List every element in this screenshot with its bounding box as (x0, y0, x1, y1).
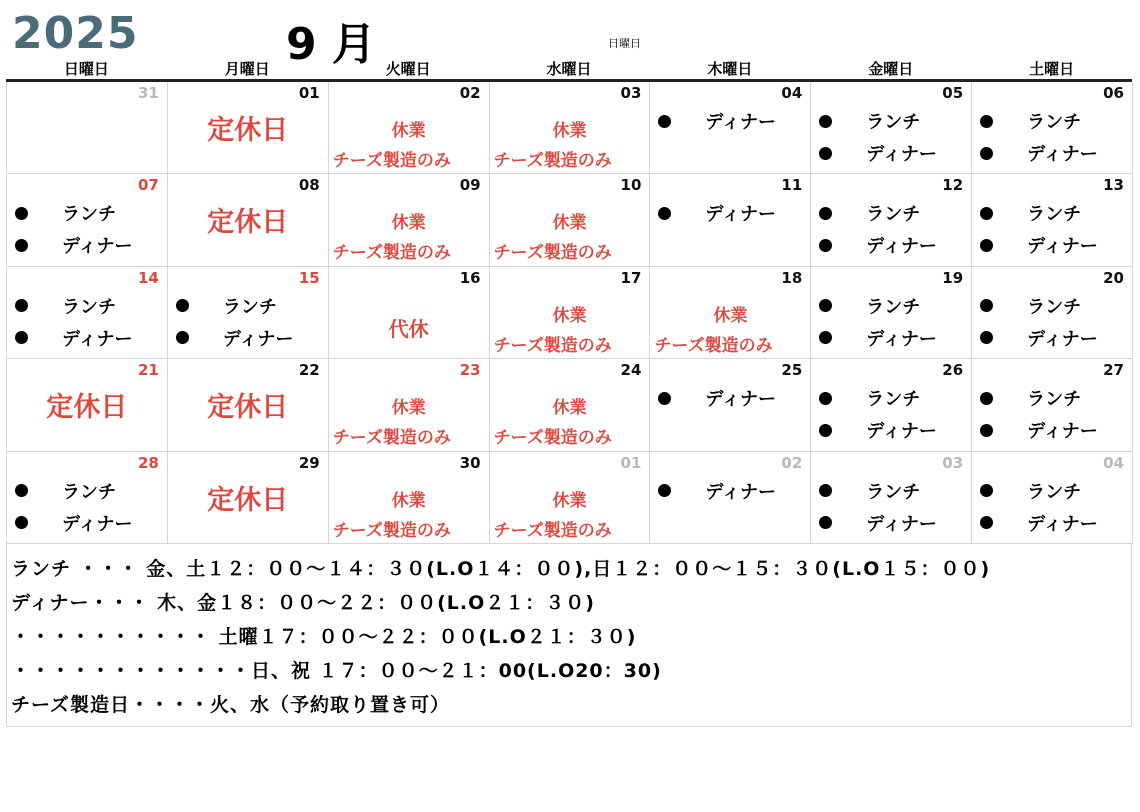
calendar-month: 9 月 (286, 19, 376, 70)
day-number: 03 (620, 84, 642, 102)
day-number: 23 (459, 361, 481, 380)
dinner-label: ディナー (62, 236, 133, 258)
day-number: 01 (620, 453, 642, 472)
day-cell (7, 267, 168, 359)
bullet-dot-icon (980, 147, 993, 160)
bullet-dot-icon (15, 207, 28, 220)
dinner-label: ディナー (705, 389, 776, 411)
weekday-saturday: 土曜日 (1029, 60, 1075, 78)
bullet-dot-icon (15, 331, 28, 344)
lunch-label: ランチ (62, 296, 116, 318)
kyugyo-label: 休業 (552, 490, 587, 511)
dinner-service-item (176, 325, 294, 351)
bullet-dot-icon (15, 239, 28, 252)
kyugyo-label: 休業 (552, 213, 587, 234)
lunch-label: ランチ (1027, 204, 1082, 226)
lunch-label: ランチ (866, 112, 921, 133)
day-cell (7, 82, 168, 174)
day-cell (972, 359, 1133, 451)
cheese-only-label: チーズ製造のみ (332, 243, 451, 264)
day-number: 21 (137, 361, 159, 380)
bullet-dot-icon (980, 115, 993, 128)
kyugyo-label: 休業 (552, 398, 587, 419)
day-cell (972, 452, 1133, 544)
lunch-service-item (15, 200, 116, 226)
dinner-label: ディナー (866, 144, 937, 165)
cheese-only-label: チーズ製造のみ (332, 520, 451, 541)
day-number: 19 (942, 268, 964, 287)
dinner-label: ディナー (705, 112, 776, 133)
kyugyo-label: 休業 (391, 398, 426, 419)
dinner-label: ディナー (1027, 236, 1098, 258)
bullet-dot-icon (980, 207, 993, 220)
dinner-label: ディナー (866, 236, 937, 258)
day-cell (7, 174, 168, 266)
dinner-label: ディナー (866, 513, 937, 535)
lunch-label: ランチ (222, 296, 277, 318)
dinner-service-item (980, 232, 1098, 258)
bullet-dot-icon (819, 115, 832, 128)
bullet-dot-icon (980, 392, 993, 405)
dinner-service-item (980, 417, 1098, 443)
lunch-service-item (980, 293, 1081, 319)
lunch-label: ランチ (866, 204, 921, 226)
day-number: 05 (942, 84, 964, 102)
day-cell (972, 82, 1133, 174)
note-dinner-hours: ディナー・・・ 木、金１８：００～２２：００(L.O２１：３０) (11, 592, 595, 614)
lunch-service-item (15, 293, 116, 319)
dinner-label: ディナー (705, 204, 776, 226)
day-number: 06 (1103, 84, 1124, 102)
dinner-label: ディナー (62, 328, 133, 350)
day-number: 04 (781, 84, 803, 102)
day-cell (7, 452, 168, 544)
kyugyo-label: 休業 (391, 490, 426, 511)
day-cell (168, 174, 329, 266)
bullet-dot-icon (819, 331, 832, 344)
day-cell (329, 82, 490, 174)
day-cell (490, 267, 651, 359)
weekday-header-row (6, 58, 1132, 80)
bullet-dot-icon (819, 392, 832, 405)
dinner-service-item (819, 325, 937, 351)
kyugyo-label: 休業 (713, 305, 748, 326)
day-cell (650, 174, 811, 266)
bullet-dot-icon (658, 392, 671, 405)
kyugyo-label: 休業 (552, 305, 587, 326)
bullet-dot-icon (980, 484, 993, 497)
day-number: 07 (137, 176, 159, 195)
day-number: 16 (459, 268, 481, 287)
dinner-service-item (658, 478, 776, 504)
bullet-dot-icon (819, 239, 832, 252)
day-cell (329, 452, 490, 544)
day-number: 03 (942, 453, 964, 472)
bullet-dot-icon (980, 331, 993, 344)
cheese-only-label: チーズ製造のみ (493, 520, 612, 541)
day-cell (811, 267, 972, 359)
bullet-dot-icon (15, 484, 28, 497)
weekday-sunday: 日曜日 (63, 60, 109, 78)
day-number: 09 (459, 176, 481, 195)
closed-day-label: 定休日 (207, 484, 289, 516)
day-cell (650, 267, 811, 359)
cheese-only-label: チーズ製造のみ (493, 335, 612, 356)
dinner-label: ディナー (222, 328, 294, 350)
bullet-dot-icon (819, 516, 832, 529)
day-cell (811, 82, 972, 174)
bullet-dot-icon (658, 484, 671, 497)
day-number: 08 (298, 176, 320, 195)
day-number: 01 (298, 84, 320, 102)
day-number: 14 (137, 268, 159, 287)
day-number: 10 (620, 176, 642, 195)
day-cell (490, 452, 651, 544)
calendar-grid (6, 82, 1133, 544)
dinner-service-item (819, 510, 937, 536)
weekday-tuesday: 火曜日 (385, 60, 431, 78)
lunch-label: ランチ (62, 481, 116, 503)
lunch-service-item (980, 108, 1081, 134)
lunch-label: ランチ (62, 204, 116, 226)
substitute-holiday-label: 代休 (388, 316, 429, 341)
dinner-label: ディナー (1027, 421, 1098, 443)
day-cell (811, 452, 972, 544)
bullet-dot-icon (819, 484, 832, 497)
lunch-service-item (176, 293, 277, 319)
day-number: 13 (1103, 176, 1124, 195)
weekday-friday: 金曜日 (868, 60, 914, 78)
day-number: 31 (137, 84, 159, 102)
dinner-label: ディナー (705, 481, 776, 503)
dinner-service-item (15, 325, 133, 351)
dinner-label: ディナー (1027, 328, 1098, 350)
weekday-thursday: 木曜日 (707, 60, 753, 78)
day-cell (168, 82, 329, 174)
dinner-label: ディナー (866, 421, 937, 443)
note-sunday-holiday-hours: ・・・・・・・・・・・・日、祝 １７：００～２１：00(L.O20：30) (11, 660, 662, 682)
day-cell (168, 452, 329, 544)
day-number: 28 (137, 453, 159, 472)
day-cell (650, 359, 811, 451)
day-number: 29 (298, 453, 320, 472)
day-cell (168, 359, 329, 451)
lunch-label: ランチ (1027, 112, 1082, 133)
kyugyo-label: 休業 (391, 213, 426, 234)
lunch-label: ランチ (1027, 296, 1082, 318)
dinner-label: ディナー (1027, 144, 1098, 165)
lunch-label: ランチ (1027, 481, 1082, 503)
day-number: 12 (942, 176, 964, 195)
day-number: 11 (781, 176, 803, 195)
dinner-service-item (658, 108, 776, 134)
bullet-dot-icon (176, 331, 189, 344)
day-number: 04 (1103, 453, 1124, 472)
day-cell (490, 174, 651, 266)
closed-day-label: 定休日 (46, 392, 128, 424)
calendar-year: 2025 (12, 8, 139, 59)
dinner-service-item (15, 510, 133, 536)
day-cell (168, 267, 329, 359)
dinner-service-item (658, 385, 776, 411)
day-number: 30 (459, 453, 481, 472)
dinner-label: ディナー (866, 328, 937, 350)
bullet-dot-icon (176, 299, 189, 312)
bullet-dot-icon (980, 299, 993, 312)
dinner-service-item (980, 510, 1098, 536)
bullet-dot-icon (658, 115, 671, 128)
bullet-dot-icon (980, 424, 993, 437)
cheese-only-label: チーズ製造のみ (332, 151, 451, 171)
lunch-service-item (819, 293, 920, 319)
day-number: 24 (620, 361, 642, 380)
cheese-only-label: チーズ製造のみ (654, 335, 773, 356)
note-cheese-days: チーズ製造日・・・・火、水（予約取り置き可） (11, 694, 451, 716)
day-cell (329, 174, 490, 266)
day-number: 18 (781, 268, 803, 287)
day-number: 02 (781, 453, 803, 472)
bullet-dot-icon (980, 516, 993, 529)
bullet-dot-icon (980, 239, 993, 252)
dinner-service-item (658, 200, 776, 226)
bullet-dot-icon (819, 424, 832, 437)
cheese-only-label: チーズ製造のみ (493, 243, 612, 264)
dinner-label: ディナー (62, 513, 133, 535)
bullet-dot-icon (15, 299, 28, 312)
lunch-service-item (980, 385, 1081, 411)
lunch-label: ランチ (866, 481, 921, 503)
closed-day-label: 定休日 (207, 392, 289, 424)
bullet-dot-icon (819, 207, 832, 220)
dinner-service-item (980, 140, 1098, 166)
dinner-service-item (819, 417, 937, 443)
day-number: 26 (942, 361, 964, 380)
header-small-label: 日曜日 (608, 37, 641, 50)
note-lunch-hours: ランチ ・・・ 金、土１２：００～１４：３０(L.O１４：００),日１２：００～１５：３０(L.O１５：００) (11, 558, 991, 580)
note-saturday-hours: ・・・・・・・・・・ 土曜１７：００～２２：００(L.O２１：３０) (11, 626, 637, 648)
day-number: 25 (781, 361, 803, 380)
lunch-label: ランチ (1027, 389, 1082, 411)
bullet-dot-icon (658, 207, 671, 220)
weekday-monday: 月曜日 (224, 60, 270, 78)
day-cell (811, 359, 972, 451)
lunch-service-item (980, 200, 1081, 226)
day-cell (329, 267, 490, 359)
bullet-dot-icon (15, 516, 28, 529)
weekday-wednesday: 水曜日 (546, 60, 592, 78)
day-cell (972, 267, 1133, 359)
dinner-service-item (819, 140, 937, 166)
bullet-dot-icon (819, 299, 832, 312)
lunch-service-item (819, 108, 920, 134)
lunch-label: ランチ (866, 296, 921, 318)
day-number: 20 (1103, 268, 1124, 287)
business-hours-notes (6, 544, 1132, 727)
cheese-only-label: チーズ製造のみ (332, 428, 451, 449)
day-number: 17 (620, 268, 642, 287)
day-number: 15 (298, 268, 320, 287)
closed-day-label: 定休日 (207, 207, 289, 239)
bullet-dot-icon (819, 147, 832, 160)
day-cell (972, 174, 1133, 266)
day-number: 27 (1103, 361, 1124, 380)
closed-day-label: 定休日 (207, 115, 289, 146)
dinner-label: ディナー (1027, 513, 1098, 535)
day-cell (811, 174, 972, 266)
day-number: 22 (298, 361, 320, 380)
dinner-service-item (819, 232, 937, 258)
kyugyo-label: 休業 (391, 121, 426, 141)
cheese-only-label: チーズ製造のみ (493, 151, 612, 171)
lunch-label: ランチ (866, 389, 921, 411)
lunch-service-item (980, 478, 1081, 504)
lunch-service-item (819, 478, 920, 504)
dinner-service-item (980, 325, 1098, 351)
day-cell (7, 359, 168, 451)
day-cell (490, 359, 651, 451)
kyugyo-label: 休業 (552, 121, 587, 141)
lunch-service-item (819, 200, 920, 226)
lunch-service-item (819, 385, 920, 411)
dinner-service-item (15, 232, 133, 258)
day-cell (650, 452, 811, 544)
lunch-service-item (15, 478, 116, 504)
day-cell (490, 82, 651, 174)
day-cell (329, 359, 490, 451)
cheese-only-label: チーズ製造のみ (493, 428, 612, 449)
day-number: 02 (459, 84, 481, 102)
day-cell (650, 82, 811, 174)
